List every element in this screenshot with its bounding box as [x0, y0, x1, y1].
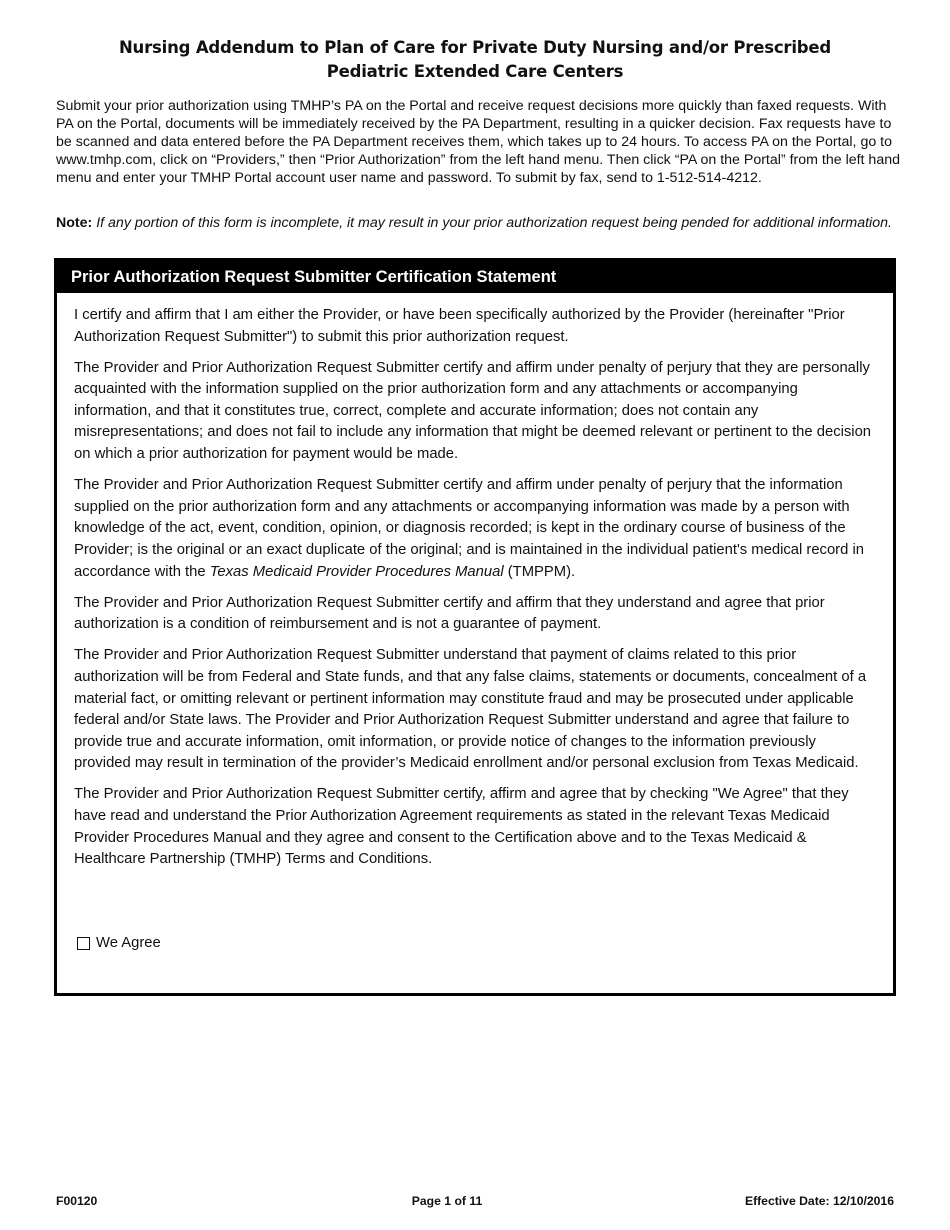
certification-paragraph-4: The Provider and Prior Authorization Request Submitter certify and affirm that they understand and agree that prior authorization is a condition of reimbursement and is not a guarantee of payment. [74, 594, 825, 633]
form-title-line-2: Pediatric Extended Care Centers [326, 62, 624, 81]
certification-paragraph-1: I certify and affirm that I am either the Provider, or have been specifically authorized by the Provider (hereinafter "Prior Authorization Request Submitter") to submit this prior authorization request. [74, 307, 845, 345]
note-label: Note: [56, 215, 93, 231]
we-agree-option[interactable] [77, 933, 161, 953]
form-title [40, 36, 910, 84]
certification-paragraph-3 [74, 475, 873, 583]
certification-paragraph-3-text: The Provider and Prior Authorization Request Submitter certify and affirm under penalty of perjury that the information supplied on the prior authorization form and any attachments or accompanying information was made by a person with knowledge of the act, event, condition, opinion, or diagnosis recorded; is kept in the ordinary course of business of the Provider; is the original or an exact duplicate of the original; and is maintained in the individual patient's medical record in accordance with the [74, 477, 864, 580]
certification-paragraph-2: The Provider and Prior Authorization Request Submitter certify and affirm under penalty of perjury that they are personally acquainted with the information supplied on the prior authorization form and any attachments or accompanying information, and that it constitutes true, correct, complete and accurate information; does not contain any misrepresentations; and does not fail to include any information that might be deemed relevant or pertinent to the decision on which a prior authorization for payment would be made. [74, 359, 872, 463]
certification-header: Prior Authorization Request Submitter Certification Statement [57, 261, 893, 293]
note-paragraph [56, 214, 901, 232]
certification-section [54, 258, 896, 996]
form-number: F00120 [56, 1194, 98, 1208]
note-text: If any portion of this form is incomplete, it may result in your prior authorization request being pended for additional information. [96, 215, 892, 231]
we-agree-label: We Agree [96, 935, 161, 951]
we-agree-checkbox[interactable] [77, 937, 90, 950]
certification-paragraph-5: The Provider and Prior Authorization Request Submitter understand that payment of claims related to this prior authorization will be from Federal and State funds, and that any false claims, statements or documents, concealment of a material fact, or omitting relevant or pertinent information may constitute fraud and may be prosecuted under applicable federal and/or State laws. The Provider and Prior Authorization Request Submitter understand and agree that failure to provide true and accurate information, omit information, or provide notice of changes to the information previously provided may result in termination of the provider’s Medicaid enrollment and/or personal exclusion from Texas Medicaid. [74, 647, 867, 772]
intro-paragraph: Submit your prior authorization using TMHP’s PA on the Portal and receive request decisions more quickly than faxed requests. With PA on the Portal, documents will be immediately received by the PA Department, resulting in a quicker decision. Fax requests have to be scanned and data entered before the PA Department receives them, which takes up to 24 hours. To access PA on the Portal, go to www.tmhp.com, click on “Providers,” then “Prior Authorization” from the left hand menu. Then click “PA on the Portal” from the left hand menu and enter your TMHP Portal account user name and password. To submit by fax, send to 1-512-514-4212. [56, 98, 900, 186]
effective-date: Effective Date: 12/10/2016 [744, 1194, 894, 1208]
certification-body [57, 293, 893, 871]
certification-paragraph-6: The Provider and Prior Authorization Request Submitter certify, affirm and agree that by checking "We Agree" that they have read and understand the Prior Authorization Agreement requirements as stated in the relevant Texas Medicaid Provider Procedures Manual and they agree and consent to the Certification above and to the Texas Medicaid & Healthcare Partnership (TMHP) Terms and Conditions. [74, 786, 849, 868]
certification-paragraph-3-end: (TMPPM). [503, 563, 576, 580]
form-title-line-1: Nursing Addendum to Plan of Care for Private Duty Nursing and/or Prescribed [118, 38, 832, 57]
page-number: Page 1 of 11 [411, 1194, 483, 1208]
tmppm-title: Texas Medicaid Provider Procedures Manual [209, 563, 504, 580]
